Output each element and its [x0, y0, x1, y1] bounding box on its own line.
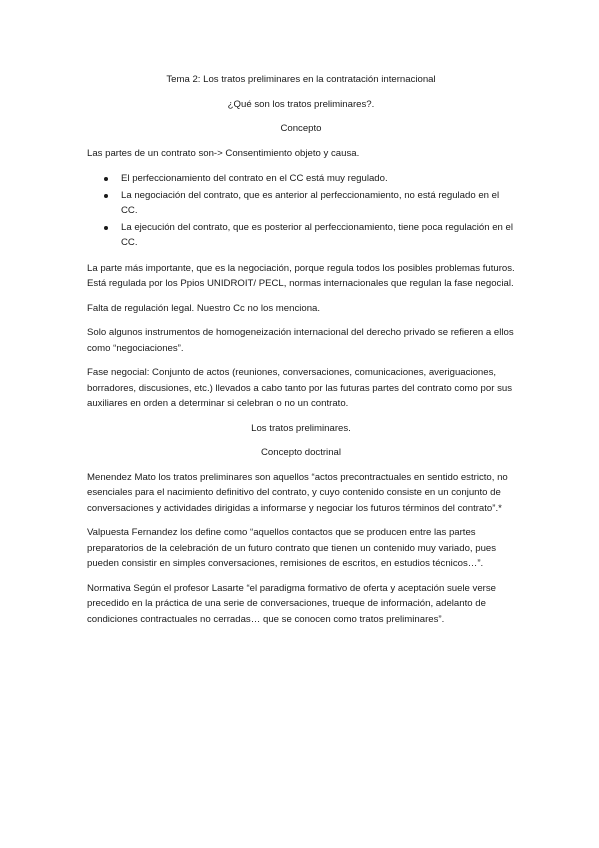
- document-title: Tema 2: Los tratos preliminares en la contratación internacional: [166, 74, 436, 85]
- valpuesta-paragraph: Valpuesta Fernandez los define como “aquellos contactos que se producen entre las partes preparatorios de la celebración de un futuro contrato que tienen un contenido muy variado, pues pueden consistir en simples conversaciones, remisiones de escritos, en estudios técnicos…”.: [87, 527, 497, 569]
- menendez-paragraph: Menendez Mato los tratos preliminares son aquellos “actos precontractuales en sentido estricto, no esenciales para el nacimiento definitivo del contrato, y cuyo contenido consiste en un conjunto de conversaciones y actividades dirigidas a informarse y negociar los futuros términos del contrato”.*: [87, 471, 508, 514]
- list-item: [87, 188, 515, 219]
- list-item: [87, 171, 515, 187]
- bullet-icon: [104, 194, 108, 198]
- intro-paragraph: Las partes de un contrato son-> Consentimiento objeto y causa.: [87, 147, 360, 159]
- bullet-icon: [104, 177, 108, 181]
- bullet-text: La ejecución del contrato, que es posterior al perfeccionamiento, tiene poca regulación en el CC.: [121, 221, 513, 248]
- concepto-heading: Concepto: [280, 123, 322, 134]
- normativa-paragraph: Normativa Según el profesor Lasarte “el paradigma formativo de oferta y aceptación suele verse precedido en la práctica de una serie de conversaciones, trueque de información, adelanto de condiciones contractuales no cerradas… que se conocen como tratos preliminares”.: [87, 582, 497, 625]
- bullet-icon: [104, 226, 108, 230]
- list-item: [87, 220, 515, 251]
- doctrinal-heading: Concepto doctrinal: [261, 447, 341, 458]
- bullet-text: El perfeccionamiento del contrato en el CC está muy regulado.: [121, 173, 388, 184]
- fase-negocial-paragraph: Fase negocial: Conjunto de actos (reuniones, conversaciones, comunicaciones, averiguaciones, borradores, discusiones, etc.) llevados a cabo tanto por las futuras partes del contrato como por sus auxiliares en orden a determinar si celebran o no un contrato.: [87, 367, 513, 409]
- tratos-heading: Los tratos preliminares.: [251, 422, 351, 434]
- falta-paragraph: Falta de regulación legal. Nuestro Cc no los menciona.: [87, 302, 321, 314]
- question-heading: ¿Qué son los tratos preliminares?.: [227, 98, 375, 110]
- instrumentos-paragraph: Solo algunos instrumentos de homogeneización internacional del derecho privado se refieren a ellos como “negociaciones”.: [87, 327, 514, 354]
- bullet-list: [87, 171, 515, 251]
- document-body: [87, 72, 515, 636]
- negociacion-paragraph: La parte más importante, que es la negociación, porque regula todos los posibles problemas futuros. Está regulada por los Ppios UNIDROIT/ PECL, normas internacionales que regulan la fase negocial.: [87, 262, 515, 289]
- bullet-text: La negociación del contrato, que es anterior al perfeccionamiento, no está regulado en el CC.: [121, 189, 500, 216]
